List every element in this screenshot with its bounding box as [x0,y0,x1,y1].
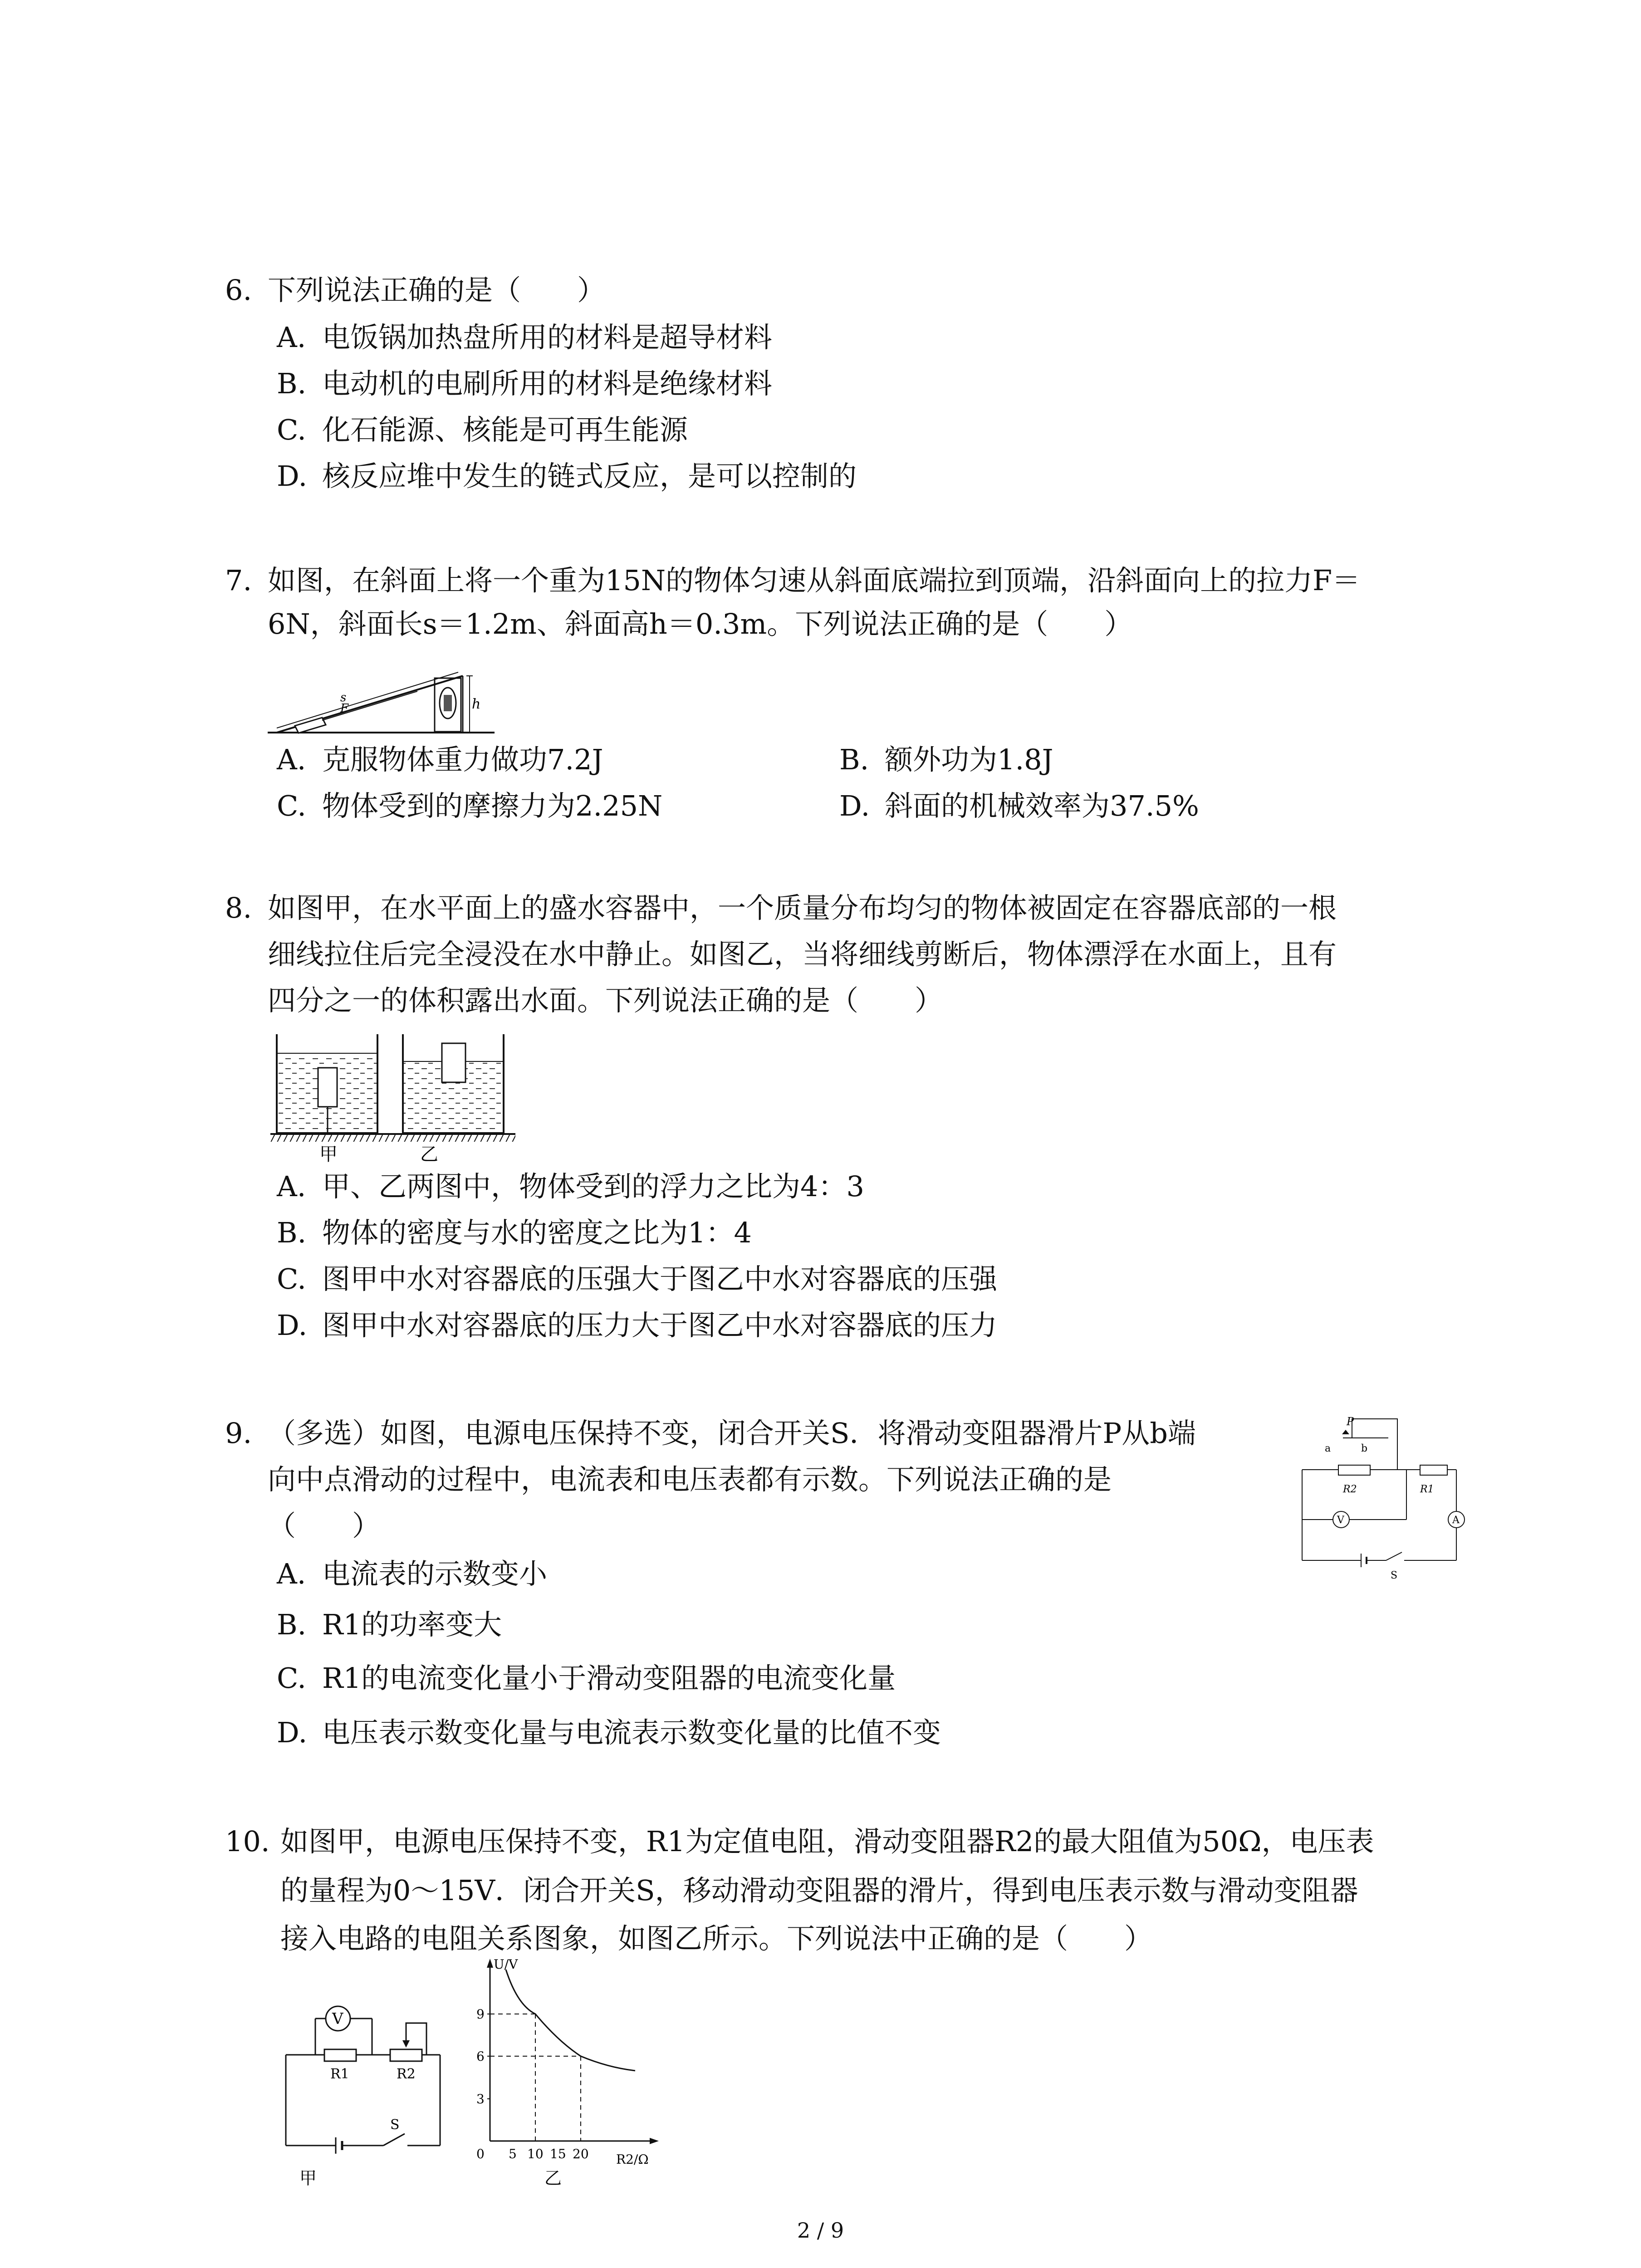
q9-stem-line2: 向中点滑动的过程中，电流表和电压表都有示数。下列说法正确的是 [268,1463,1112,1496]
y-tick-6: 6 [476,2049,485,2064]
q8-number: 8. [225,891,252,924]
q9-number: 9. [225,1417,252,1450]
page-number: 2 / 9 [797,2218,844,2243]
q10-stem-line2: 的量程为0～15V．闭合开关S，移动滑动变阻器的滑片，得到电压表示数与滑动变阻器 [280,1874,1358,1907]
option-key: B. [839,743,869,776]
label-F: F [340,702,349,715]
incline-figure [268,658,504,739]
q10-circuit-figure [281,1978,481,2186]
option-text: 电流表的示数变小 [322,1557,548,1590]
label-V: V [1337,1515,1344,1526]
q6-option-a [277,319,772,356]
caption-jia: 甲 [299,2168,317,2188]
label-a: a [1325,1443,1331,1454]
label-yi: 乙 [420,1144,438,1165]
q7-option-c [277,788,662,824]
option-text: 克服物体重力做功7.2J [322,743,603,776]
q8-stem-line1: 如图甲，在水平面上的盛水容器中，一个质量分布均匀的物体被固定在容器底部的一根 [268,891,1337,924]
option-text: 物体受到的摩擦力为2.25N [322,789,663,822]
option-text: 化石能源、核能是可再生能源 [322,413,688,446]
label-R1: R1 [330,2066,349,2082]
y-tick-3: 3 [476,2092,485,2107]
option-text: 物体的密度与水的密度之比为1：4 [322,1216,752,1249]
option-text: 电压表示数变化量与电流表示数变化量的比值不变 [322,1716,941,1749]
q6-stem: 下列说法正确的是（ ） [268,274,606,307]
option-text: 斜面的机械效率为37.5% [885,789,1199,822]
option-text: 电动机的电刷所用的材料是绝缘材料 [322,367,773,400]
q9-option-a [277,1556,547,1592]
option-key: A. [277,1557,306,1590]
option-text: 额外功为1.8J [885,743,1053,776]
q8-option-a [277,1168,864,1205]
q8-stem-line3: 四分之一的体积露出水面。下列说法正确的是（ ） [268,984,943,1017]
q10-graph-figure [472,1950,671,2186]
option-key: D. [277,1309,308,1342]
label-R2: R2 [397,2066,416,2082]
option-key: B. [277,1216,307,1249]
caption-yi: 乙 [544,2168,562,2188]
label-jia: 甲 [319,1144,338,1165]
q9-option-c [277,1660,896,1696]
q10-number: 10. [225,1825,270,1858]
option-text: 图甲中水对容器底的压力大于图乙中水对容器底的压力 [322,1309,998,1342]
q7-option-d [839,788,1199,824]
x-tick-5: 5 [509,2146,517,2161]
q8-stem-line2: 细线拉住后完全浸没在水中静止。如图乙，当将细线剪断后，物体漂浮在水面上，且有 [268,938,1337,971]
option-key: C. [277,1262,306,1295]
x-tick-0: 0 [476,2146,485,2161]
option-key: D. [277,459,308,493]
label-V: V [332,2010,343,2028]
label-S: S [1391,1570,1398,1581]
x-axis-label: R2/Ω [616,2152,649,2167]
q7-option-a [277,742,603,778]
option-key: A. [277,1170,306,1203]
option-key: A. [277,321,306,354]
q6-option-d [277,458,857,494]
q7-option-b [839,742,1053,778]
q7-number: 7. [225,564,252,597]
q8-option-d [277,1307,997,1344]
q6-number: 6. [225,274,252,307]
option-key: D. [839,789,870,822]
option-text: 甲、乙两图中，物体受到的浮力之比为4：3 [322,1170,864,1203]
option-key: A. [277,743,306,776]
q6-option-c [277,412,688,448]
option-key: B. [277,1608,307,1641]
option-text: 电饭锅加热盘所用的材料是超导材料 [322,321,773,354]
q6-option-b [277,366,772,402]
q9-stem-line3: （ ） [268,1509,381,1542]
label-R2: R2 [1343,1484,1357,1495]
q9-option-b [277,1607,502,1643]
label-h: h [472,696,481,712]
q10-stem-line1: 如图甲，电源电压保持不变，R1为定值电阻，滑动变阻器R2的最大阻值为50Ω，电压表 [280,1825,1374,1858]
q10-stem-line3: 接入电路的电阻关系图象，如图乙所示。下列说法中正确的是（ ） [280,1922,1153,1955]
option-text: 核反应堆中发生的链式反应，是可以控制的 [322,459,857,493]
q9-circuit-figure [1298,1406,1461,1588]
option-key: B. [277,367,307,400]
option-key: C. [277,789,306,822]
q9-stem-line1: （多选）如图，电源电压保持不变，闭合开关S．将滑动变阻器滑片P从b端 [268,1417,1196,1450]
x-tick-15: 15 [550,2146,566,2161]
label-R1: R1 [1420,1484,1434,1495]
label-S: S [390,2117,400,2133]
y-axis-label: U/V [494,1957,518,1972]
q9-option-d [277,1715,941,1751]
option-text: 图甲中水对容器底的压强大于图乙中水对容器底的压强 [322,1262,998,1295]
option-key: C. [277,413,306,446]
x-tick-10: 10 [527,2146,544,2161]
label-A: A [1452,1515,1460,1526]
containers-figure [270,1025,524,1165]
y-tick-9: 9 [476,2007,485,2022]
option-text: R1的功率变大 [322,1608,502,1641]
label-s: s [340,691,347,704]
option-key: D. [277,1716,308,1749]
label-P: P [1347,1415,1354,1428]
option-text: R1的电流变化量小于滑动变阻器的电流变化量 [322,1662,896,1695]
q8-option-b [277,1215,752,1251]
q7-stem-line2: 6N，斜面长s＝1.2m、斜面高h＝0.3m。下列说法正确的是（ ） [268,607,1133,640]
label-b: b [1361,1443,1368,1454]
q8-option-c [277,1261,997,1297]
x-tick-20: 20 [573,2146,589,2161]
q7-stem-line1: 如图，在斜面上将一个重为15N的物体匀速从斜面底端拉到顶端，沿斜面向上的拉力F＝ [268,564,1361,597]
option-key: C. [277,1662,306,1695]
